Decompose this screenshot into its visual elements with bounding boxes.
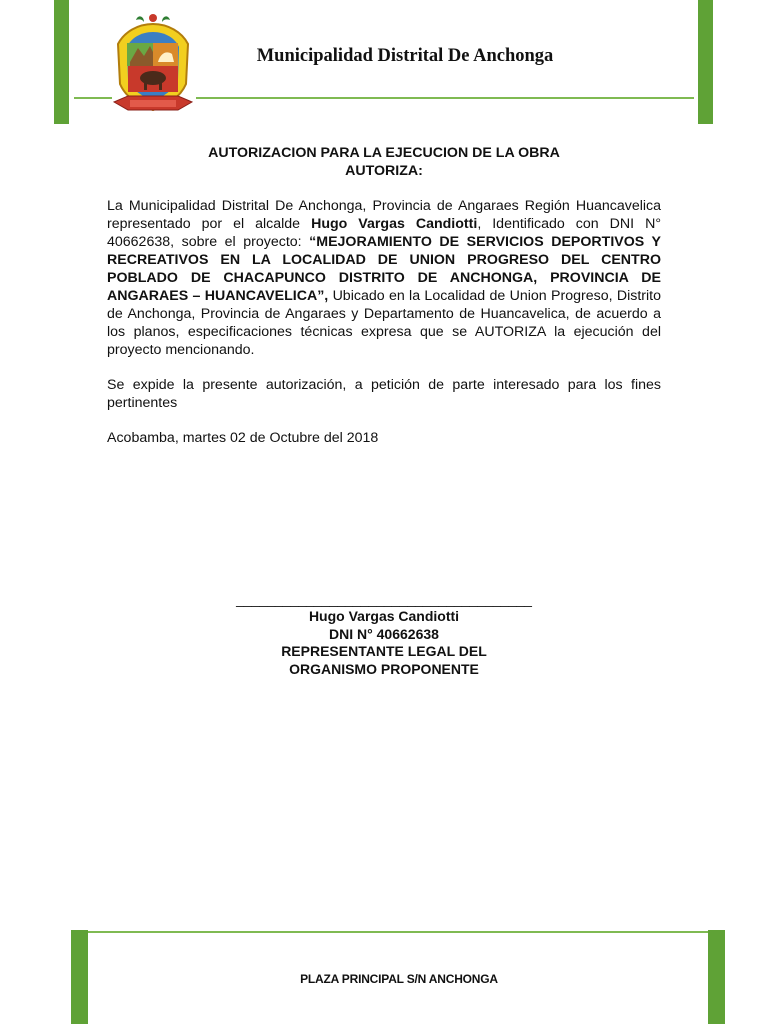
header-rule-left xyxy=(74,97,112,99)
mayor-name: Hugo Vargas Candiotti xyxy=(311,216,478,232)
project-name: “MEJORAMIENTO DE SERVICIOS DEPORTIVOS Y RECREATIVOS EN LA LOCALIDAD DE UNION PROGRESO DEL CENTRO POBLADO DE CHACAPUNCO DISTRITO DE ANCHONGA, PROVINCIA DE ANGARAES – HUANCAVELICA”, xyxy=(107,234,661,304)
footer-address: PLAZA PRINCIPAL S/N ANCHONGA xyxy=(300,972,498,986)
footer-rule xyxy=(88,931,708,933)
document-heading: AUTORIZACION PARA LA EJECUCION DE LA OBRA xyxy=(208,145,560,161)
signatory-dni: DNI N° 40662638 xyxy=(329,626,439,642)
signatory-name: Hugo Vargas Candiotti xyxy=(308,608,460,624)
document-subheading: AUTORIZA: xyxy=(345,163,423,179)
date-line: Acobamba, martes 02 de Octubre del 2018 xyxy=(107,430,379,446)
footer-right-bar xyxy=(708,930,725,1024)
footer-left-bar xyxy=(71,930,88,1024)
header-right-bar xyxy=(698,0,713,124)
municipal-crest-logo xyxy=(108,10,198,118)
institution-title: Municipalidad Distrital De Anchonga xyxy=(256,46,554,66)
authorization-paragraph xyxy=(107,197,661,359)
paragraph-text: La Municipalidad Distrital De Anchonga, Provincia de Angaraes Región Huancavelica representado por el alcalde xyxy=(107,198,661,232)
paragraph-text: , Identificado con DNI N° 40662638, sobre el proyecto: xyxy=(107,216,661,250)
paragraph-text: Ubicado en la Localidad de Union Progreso, Distrito de Anchonga, Provincia de Angaraes y Departamento de Huancavelica, de acuerdo a los planos, especificaciones técnicas expresa que se AUTORIZA la ejecución del proyecto mencionando. xyxy=(107,288,661,358)
signatory-role-continued: ORGANISMO PROPONENTE xyxy=(289,661,479,677)
header-left-bar xyxy=(54,0,69,124)
header-rule-right xyxy=(196,97,694,99)
signatory-role: REPRESENTANTE LEGAL DEL xyxy=(281,643,487,659)
signature-line: ______________________________________ xyxy=(236,591,532,607)
issuance-paragraph: Se expide la presente autorización, a petición de parte interesado para los fines pertinentes xyxy=(107,377,661,411)
